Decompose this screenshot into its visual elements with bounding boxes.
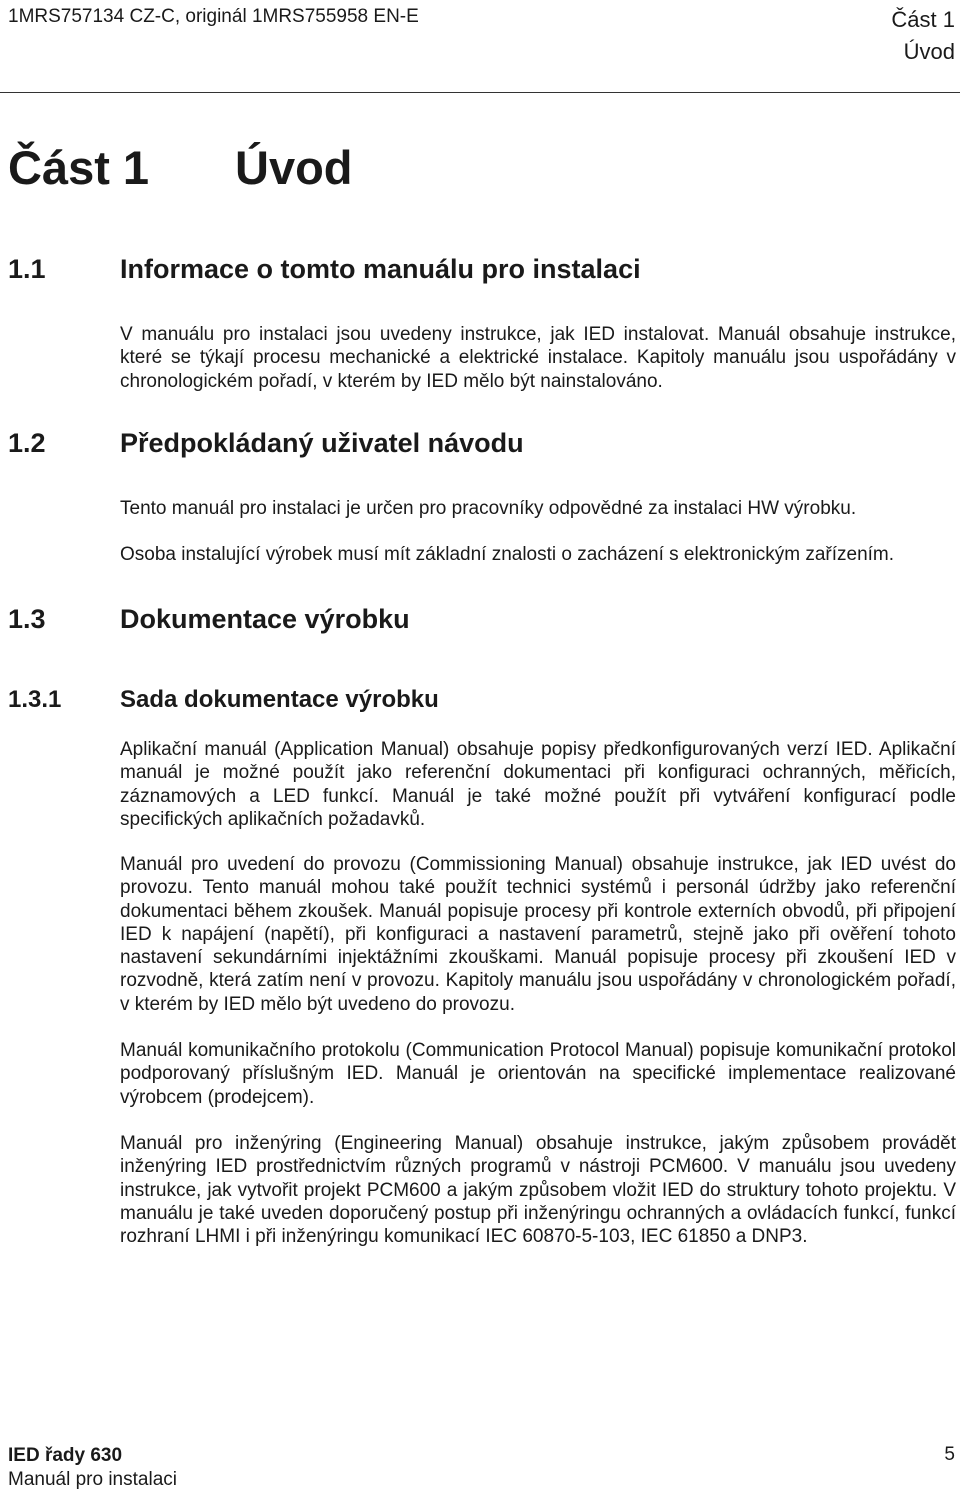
communication-protocol-manual-paragraph: Manuál komunikačního protokolu (Communication Protocol Manual) popisuje komunikační protokol podporovaný příslušným IED. Manuál je orientován na specifické implementace realizované výrobcem (prodejcem). <box>120 1040 956 1108</box>
running-header-part: Část 1 <box>891 7 955 32</box>
page-header <box>0 0 960 93</box>
page-footer <box>8 1444 177 1492</box>
section-title: Sada dokumentace výrobku <box>120 686 439 713</box>
section-number: 1.2 <box>8 428 46 458</box>
section-1-2-line-2: Osoba instalující výrobek musí mít základní znalosti o zacházení s elektronickým zařízením. <box>120 544 895 565</box>
section-title: Dokumentace výrobku <box>120 604 410 634</box>
engineering-manual-paragraph: Manuál pro inženýring (Engineering Manual) obsahuje instrukce, jakým způsobem provádět inženýring IED prostřednictvím různých programů v nástroji PCM600. V manuálu jsou uvedeny instrukce, jak vytvořit projekt PCM600 a jakým způsobem vložit IED do struktury tohoto projektu. V manuálu je také uveden doporučený postup při inženýringu ochranných a ovládacích funkcí, funkcí rozhraní LHMI i při inženýringu komunikací IEC 60870-5-103, IEC 61850 a DNP3. <box>120 1133 956 1248</box>
section-number: 1.1 <box>8 254 46 284</box>
part-name: Úvod <box>235 141 353 194</box>
footer-product: IED řady 630 <box>8 1445 123 1466</box>
section-number: 1.3 <box>8 604 46 634</box>
section-title: Informace o tomto manuálu pro instalaci <box>120 254 641 284</box>
section-title: Předpokládaný uživatel návodu <box>120 428 524 458</box>
part-title <box>8 140 353 196</box>
footer-manual: Manuál pro instalaci <box>8 1469 177 1490</box>
section-1-2-line-1: Tento manuál pro instalaci je určen pro pracovníky odpovědné za instalaci HW výrobku. <box>120 498 857 519</box>
running-header <box>891 4 955 68</box>
running-header-title: Úvod <box>903 39 955 64</box>
document-reference: 1MRS757134 CZ-C, originál 1MRS755958 EN-E <box>8 6 419 27</box>
section-number: 1.3.1 <box>8 686 62 713</box>
commissioning-manual-paragraph: Manuál pro uvedení do provozu (Commissioning Manual) obsahuje instrukce, jak IED uvést do provozu. Tento manuál mohou také použít technici systémů i personál údržby jako referenční dokumentaci během zkoušek. Manuál popisuje procesy při kontrole externích obvodů, při připojení IED k napájení (napětí), při konfiguraci a nastavení parametrů, stejně jako při ověření tohoto nastavení sekundárními injektážními zkouškami. Manuál popisuje procesy při zkoušení IED v rozvodně, která zatím není v provozu. Kapitoly manuálu jsou uspořádány v chronologickém pořadí, v kterém by IED mělo být uvedeno do provozu. <box>120 854 956 1015</box>
page-number: 5 <box>944 1444 955 1465</box>
section-1-1-text: V manuálu pro instalaci jsou uvedeny instrukce, jak IED instalovat. Manuál obsahuje instrukce, které se týkají procesu mechanické a elektrické instalace. Kapitoly manuálu jsou uspořádány v chronologickém pořadí, v kterém by IED mělo být nainstalováno. <box>120 324 956 392</box>
application-manual-paragraph: Aplikační manuál (Application Manual) obsahuje popisy předkonfigurovaných verzí IED. Aplikační manuál je možné použít jako referenční dokumentaci při konfiguraci ochranných, měřicích, záznamových a LED funkcí. Manuál je také možné použít při vytváření konfigurací podle specifických aplikačních požadavků. <box>120 739 956 830</box>
part-number: Část 1 <box>8 141 150 194</box>
